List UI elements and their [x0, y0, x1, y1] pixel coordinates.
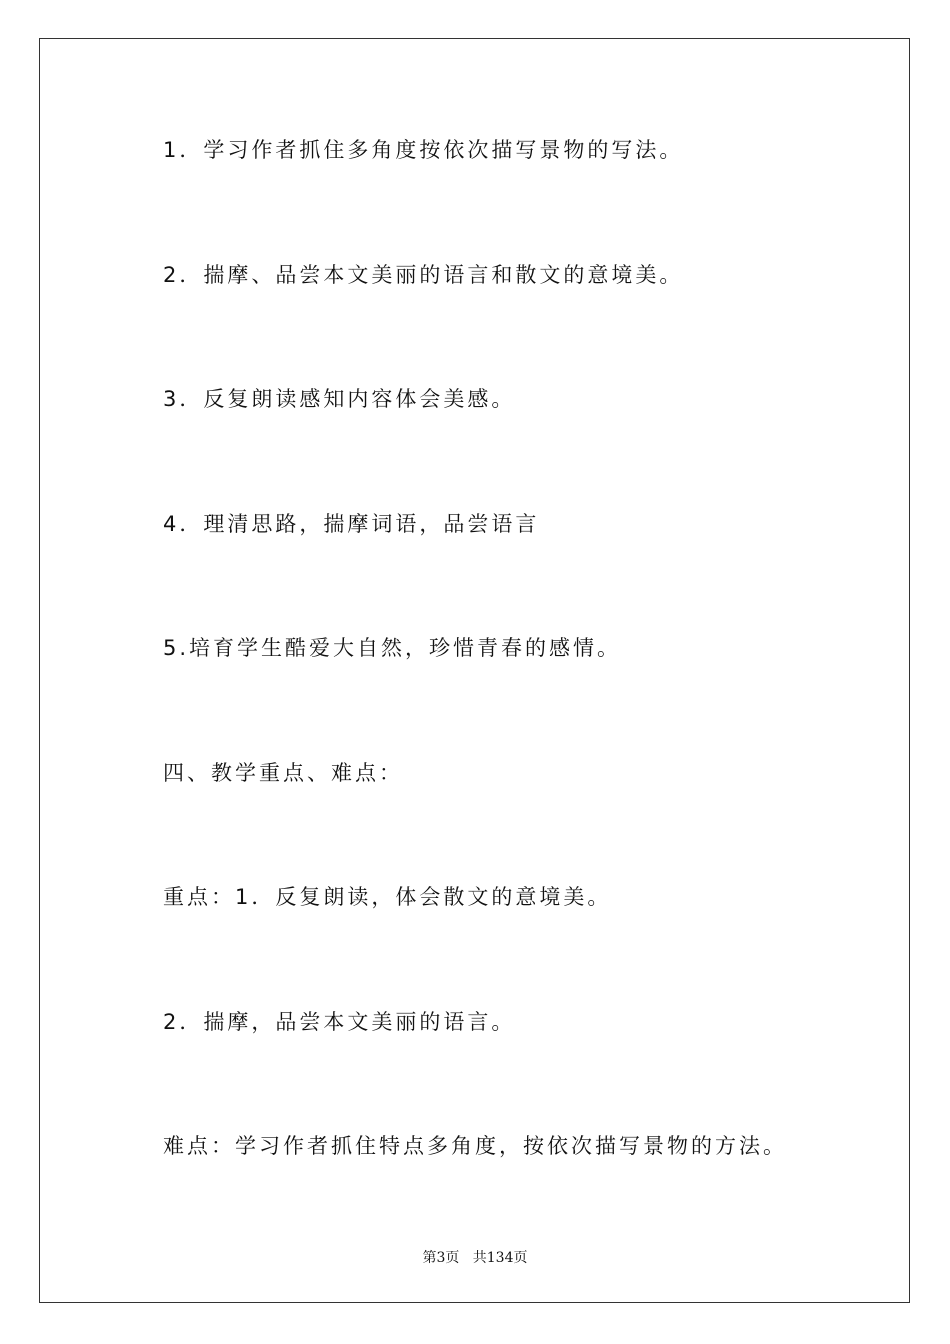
section-heading-key-points: 四、教学重点、难点： — [163, 761, 403, 785]
page-border — [39, 38, 910, 1303]
page-footer — [0, 1247, 950, 1267]
paragraph-objective-1: 1．学习作者抓住多角度按依次描写景物的写法。 — [163, 138, 684, 162]
paragraph-difficulty: 难点：学习作者抓住特点多角度，按依次描写景物的方法。 — [163, 1134, 787, 1158]
paragraph-objective-3: 3．反复朗读感知内容体会美感。 — [163, 387, 516, 411]
paragraph-objective-2: 2．揣摩、品尝本文美丽的语言和散文的意境美。 — [163, 263, 684, 287]
paragraph-objective-4: 4．理清思路，揣摩词语，品尝语言 — [163, 512, 540, 536]
paragraph-key-point-1: 重点：1．反复朗读，体会散文的意境美。 — [163, 885, 612, 909]
paragraph-objective-5: 5.培育学生酷爱大自然，珍惜青春的感情。 — [163, 636, 622, 660]
paragraph-key-point-2: 2．揣摩，品尝本文美丽的语言。 — [163, 1010, 516, 1034]
page-total: 共134页 — [472, 1250, 528, 1266]
page-number: 第3页 — [422, 1250, 460, 1266]
